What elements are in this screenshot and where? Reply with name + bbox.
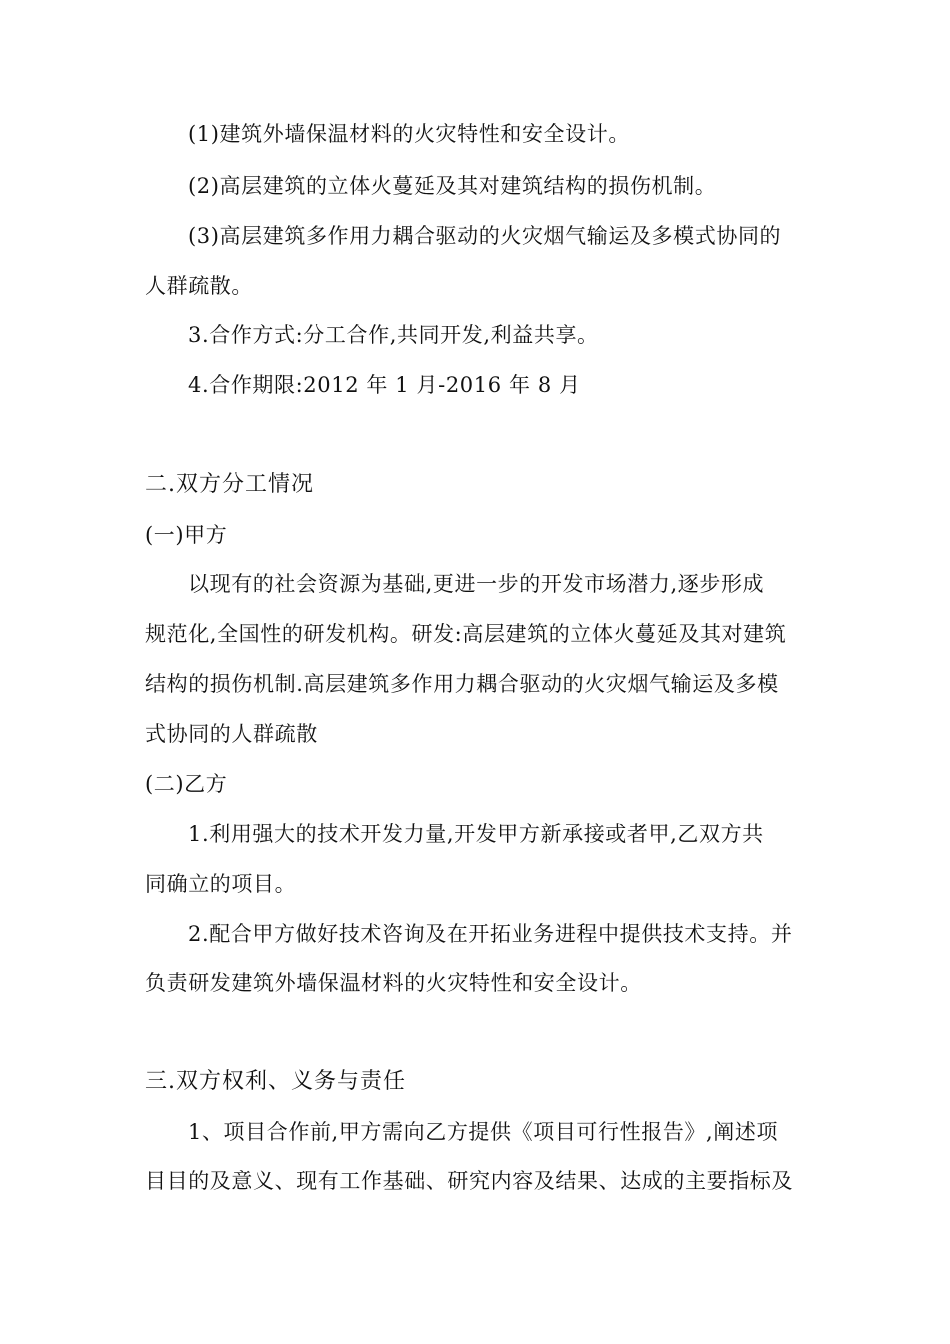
party-a-paragraph-line-2: 规范化,全国性的研发机构。研发:高层建筑的立体火蔓延及其对建筑: [145, 622, 787, 646]
party-a-paragraph-line-3: 结构的损伤机制.高层建筑多作用力耦合驱动的火灾烟气输运及多模: [145, 672, 779, 696]
party-a-label: (一)甲方: [145, 523, 228, 547]
party-b-item-2-line-2: 负责研发建筑外墙保温材料的火灾特性和安全设计。: [145, 971, 642, 995]
rights-item-1-line-1: 1、项目合作前,甲方需向乙方提供《项目可行性报告》,阐述项: [188, 1120, 779, 1144]
research-item-1: (1)建筑外墙保温材料的火灾特性和安全设计。: [188, 122, 630, 146]
section-heading-3: 三.双方权利、义务与责任: [145, 1069, 406, 1094]
cooperation-period: 4.合作期限:2012 年 1 月-2016 年 8 月: [188, 373, 581, 397]
research-item-2: (2)高层建筑的立体火蔓延及其对建筑结构的损伤机制。: [188, 174, 717, 198]
party-b-item-2-line-1: 2.配合甲方做好技术咨询及在开拓业务进程中提供技术支持。并: [188, 922, 793, 946]
research-item-3-line-2: 人群疏散。: [145, 274, 253, 298]
research-item-3-line-1: (3)高层建筑多作用力耦合驱动的火灾烟气输运及多模式协同的: [188, 224, 782, 248]
party-a-paragraph-line-4: 式协同的人群疏散: [145, 722, 318, 746]
section-heading-2: 二.双方分工情况: [145, 472, 314, 497]
cooperation-mode: 3.合作方式:分工合作,共同开发,利益共享。: [188, 323, 599, 347]
party-b-item-1-line-1: 1.利用强大的技术开发力量,开发甲方新承接或者甲,乙双方共: [188, 822, 764, 846]
rights-item-1-line-2: 目目的及意义、现有工作基础、研究内容及结果、达成的主要指标及: [145, 1169, 793, 1193]
party-b-label: (二)乙方: [145, 772, 228, 796]
party-b-item-1-line-2: 同确立的项目。: [145, 872, 297, 896]
party-a-paragraph-line-1: 以现有的社会资源为基础,更进一步的开发市场潜力,逐步形成: [188, 572, 765, 596]
